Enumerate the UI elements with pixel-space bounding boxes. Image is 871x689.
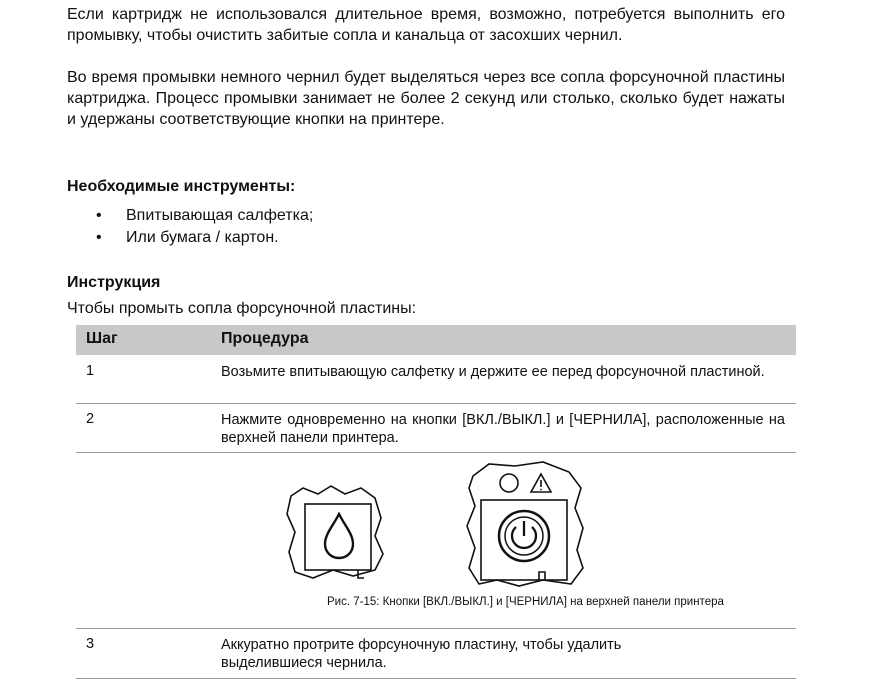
table-row [76,411,796,451]
step-procedure: Возьмите впитывающую салфетку и держите ее перед форсуночной пластиной. [221,364,765,380]
table-row [76,363,796,403]
intro-paragraph-1: Если картридж не использовался длительное время, возможно, потребуется выполнить его промывку, чтобы очистить забитые сопла и канальца от засохших чернил. [67,6,785,44]
intro-paragraph-2: Во время промывки немного чернил будет выделяться через все сопла форсуночной пластины картриджа. Процесс промывки занимает не более 2 секунд или столько, сколько будет нажаты и удержаны соответствующие кнопки на принтере. [67,69,785,128]
tool-item-label: Впитывающая салфетка; [126,207,314,224]
step-number: 1 [86,363,95,379]
table-row [76,636,796,676]
row-divider [76,452,796,453]
bullet-icon: • [96,229,102,246]
step-procedure: Нажмите одновременно на кнопки [ВКЛ./ВЫКЛ.] и [ЧЕРНИЛА], расположенные на верхней панели принтера. [221,412,785,446]
tools-heading: Необходимые инструменты: [67,178,296,195]
power-icon [499,511,549,561]
indicator-light [500,474,518,492]
table-header [76,325,796,355]
ink-drop-icon [325,514,353,558]
figure-caption: Рис. 7-15: Кнопки [ВКЛ./ВЫКЛ.] и [ЧЕРНИЛА] на верхней панели принтера [327,596,724,608]
column-header-procedure: Процедура [221,330,309,347]
instruction-heading: Инструкция [67,274,161,291]
ink-button [287,486,383,578]
warning-icon [531,474,551,492]
printer-buttons-figure [283,458,593,588]
row-divider [76,628,796,629]
tool-item-label: Или бумага / картон. [126,229,279,246]
step-number: 3 [86,636,95,652]
column-header-step: Шаг [86,330,118,347]
bullet-icon: • [96,207,102,224]
instruction-intro: Чтобы промыть сопла форсуночной пластины: [67,300,417,317]
step-number: 2 [86,411,95,427]
row-divider [76,403,796,404]
row-divider [76,678,796,679]
step-procedure: Аккуратно протрите форсуночную пластину, чтобы удалить выделившиеся чернила. [221,637,622,671]
